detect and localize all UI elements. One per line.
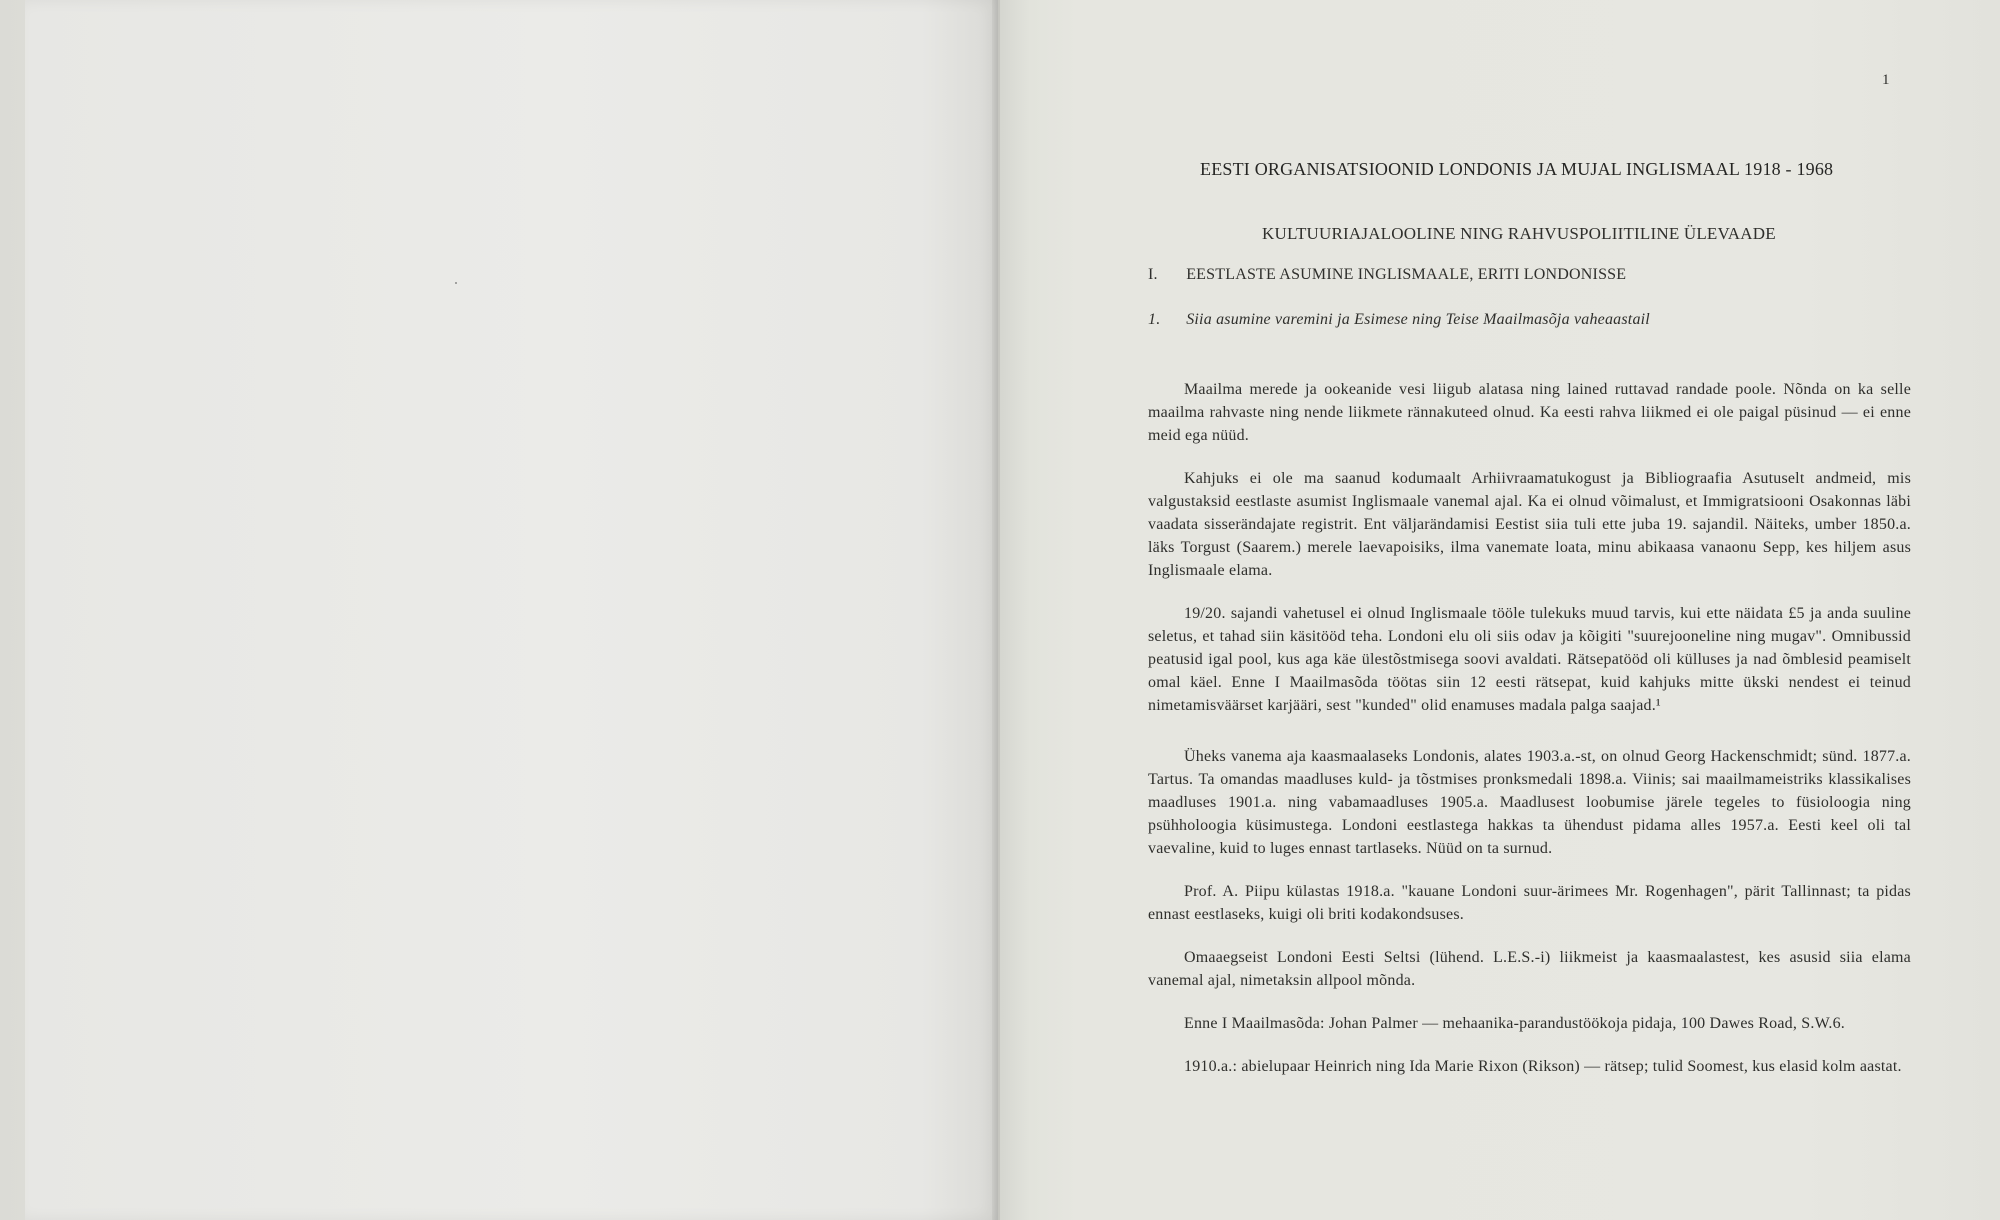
- section-title: EESTLASTE ASUMINE INGLISMAALE, ERITI LONDONISSE: [1186, 266, 1627, 283]
- paragraph-rixon: 1910.a.: abielupaar Heinrich ning Ida Marie Rixon (Rikson) — rätsep; tulid Soomest, kus elasid kolm aastat.: [1184, 1058, 1902, 1075]
- left-blank-page: [25, 0, 1001, 1220]
- page-number: 1: [1882, 72, 1890, 88]
- paragraph-work-conditions: 19/20. sajandi vahetusel ei olnud Inglismaale tööle tulekuks muud tarvis, kui ette näidata £5 ja anda suuline seletus, et tahad siin käsitööd teha. Londoni elu oli siis odav ja kõigiti "suurejooneline ning mugav". Omnibussid peatusid igal pool, kus aga käe ülestõstmisega soovi avaldati. Rätsepatööd oli külluses ja nad õmblesid peamiselt omal käel. Enne I Maailmasõda töötas siin 12 eesti rätsepat, kuid kahjuks mitte ükski nendest ei teinud nimetamisväärset karjääri, sest "kunded" olid enamuses madala palga saajad.¹: [1148, 605, 1911, 714]
- subsection-number: 1.: [1148, 311, 1161, 328]
- page-mark: [455, 282, 457, 284]
- subsection-heading-1: [1148, 311, 1650, 329]
- paragraph-hackenschmidt: Üheks vanema aja kaasmaalaseks Londonis, alates 1903.a.-st, on olnud Georg Hackenschmidt; sünd. 1877.a. Tartus. Ta omandas maadluses kuld- ja tõstmises pronksmedali 1898.a. Viinis; sai maailmameistriks klassikalises maadluses 1901.a. ning vabamaadluses 1905.a. Maadlusest loobumise järele tegeles to füsioloogia ning psühholoogia küsimustega. Londoni eestlastega hakkas ta ühendust pidama alles 1957.a. Eesti keel oli tal vaevaline, kuid to luges ennast tartlaseks. Nüüd on ta surnud.: [1148, 748, 1911, 857]
- right-document-page: [998, 0, 2000, 1220]
- section-heading-i: [1148, 266, 1626, 284]
- document-title: EESTI ORGANISATSIOONID LONDONIS JA MUJAL INGLISMAAL 1918 - 1968: [1200, 159, 1834, 179]
- paragraph-migration-intro: Maailma merede ja ookeanide vesi liigub alatasa ning lained ruttavad randade poole. Nõnda on ka selle maailma rahvaste ning nende liikmete rännakuteed olnud. Ka eesti rahva liikmed ei ole paigal püsinud — ei enne meid ega nüüd.: [1148, 381, 1911, 444]
- paragraph-palmer: Enne I Maailmasõda: Johan Palmer — mehaanika-parandustöökoja pidaja, 100 Dawes Road, S.W.6.: [1184, 1015, 1846, 1032]
- paragraph-archive-note: Kahjuks ei ole ma saanud kodumaalt Arhiivraamatukogust ja Bibliograafia Asutuselt andmeid, mis valgustaksid eestlaste asumist Inglismaale vanemal ajal. Ka ei olnud võimalust, et Immigratsiooni Osakonnas läbi vaadata sisserändajate registrit. Ent väljarändamisi Eestist siia tuli ette juba 19. sajandil. Näiteks, umber 1850.a. läks Torgust (Saarem.) merele laevapoisiks, ilma vanemate loata, minu abikaasa vanaonu Sepp, kes hiljem asus Inglismaale elama.: [1148, 470, 1911, 579]
- paragraph-society-members: Omaaegseist Londoni Eesti Seltsi (lühend. L.E.S.-i) liikmeist ja kaasmaalastest, kes asusid siia elama vanemal ajal, nimetaksin allpool mõnda.: [1148, 949, 1911, 989]
- section-number: I.: [1148, 266, 1158, 283]
- document-subtitle: KULTUURIAJALOOLINE NING RAHVUSPOLIITILINE ÜLEVAADE: [1262, 224, 1776, 243]
- subsection-title: Siia asumine varemini ja Esimese ning Teise Maailmasõja vaheaastail: [1186, 311, 1650, 328]
- paragraph-rogenhagen: Prof. A. Piipu külastas 1918.a. "kauane Londoni suur-ärimees Mr. Rogenhagen", pärit Tallinnast; ta pidas ennast eestlaseks, kuigi oli briti kodakondsuses.: [1148, 883, 1911, 923]
- body-text: [1148, 378, 1911, 1098]
